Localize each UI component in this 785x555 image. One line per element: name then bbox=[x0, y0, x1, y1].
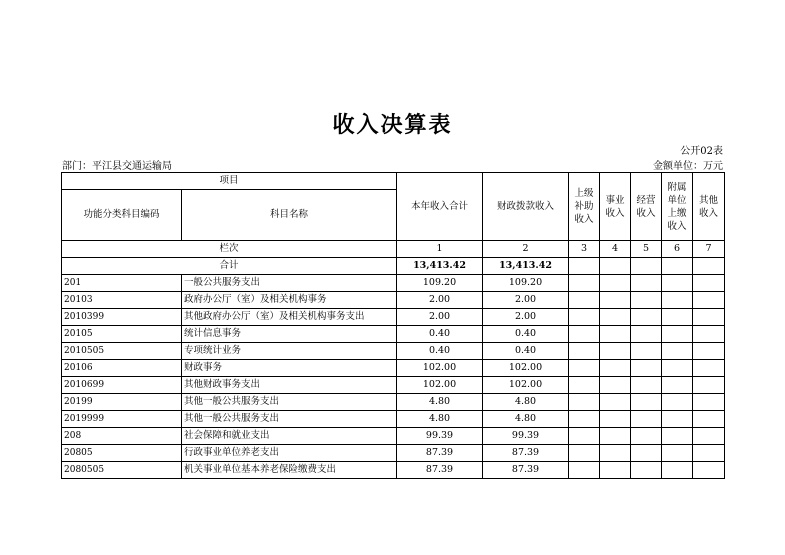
table-row bbox=[62, 462, 725, 479]
index-col: 7 bbox=[693, 241, 725, 258]
fiscal-cell: 2.00 bbox=[483, 309, 569, 326]
fiscal-cell: 109.20 bbox=[483, 275, 569, 292]
annual-income-cell: 99.39 bbox=[397, 428, 483, 445]
table-row bbox=[62, 411, 725, 428]
empty-cell bbox=[600, 326, 631, 343]
empty-cell bbox=[569, 360, 600, 377]
header-row-1 bbox=[62, 173, 725, 190]
header-affiliated: 附属单位上缴收入 bbox=[662, 173, 693, 241]
index-col: 4 bbox=[600, 241, 631, 258]
empty-cell bbox=[600, 377, 631, 394]
empty-cell bbox=[600, 360, 631, 377]
empty-cell bbox=[693, 343, 725, 360]
empty-cell bbox=[662, 343, 693, 360]
fiscal-cell: 99.39 bbox=[483, 428, 569, 445]
function-code-cell: 2080505 bbox=[62, 462, 182, 479]
empty-cell bbox=[662, 292, 693, 309]
empty-cell bbox=[693, 428, 725, 445]
empty-cell bbox=[693, 360, 725, 377]
empty-cell bbox=[569, 275, 600, 292]
unit-label: 金额单位：万元 bbox=[653, 161, 723, 172]
annual-income-cell: 2.00 bbox=[397, 309, 483, 326]
subject-name-cell: 其他政府办公厅（室）及相关机构事务支出 bbox=[182, 309, 397, 326]
empty-cell bbox=[631, 394, 662, 411]
function-code-cell: 2010399 bbox=[62, 309, 182, 326]
empty-cell bbox=[569, 428, 600, 445]
table-row bbox=[62, 343, 725, 360]
annual-income-cell: 102.00 bbox=[397, 360, 483, 377]
total-annual-income: 13,413.42 bbox=[397, 258, 483, 275]
empty-cell bbox=[631, 462, 662, 479]
function-code-cell: 20199 bbox=[62, 394, 182, 411]
index-label: 栏次 bbox=[62, 241, 397, 258]
empty-cell bbox=[693, 394, 725, 411]
empty-cell bbox=[631, 275, 662, 292]
subject-name-cell: 行政事业单位养老支出 bbox=[182, 445, 397, 462]
table-row bbox=[62, 428, 725, 445]
income-table bbox=[61, 172, 725, 479]
page-title: 收入决算表 bbox=[332, 112, 453, 138]
header-upper-subsidy: 上级补助收入 bbox=[569, 173, 600, 241]
index-row bbox=[62, 241, 725, 258]
annual-income-cell: 87.39 bbox=[397, 462, 483, 479]
empty-cell bbox=[569, 445, 600, 462]
empty-cell bbox=[662, 275, 693, 292]
empty-cell bbox=[631, 428, 662, 445]
empty-cell bbox=[662, 411, 693, 428]
empty-cell bbox=[693, 292, 725, 309]
subject-name-cell: 其他一般公共服务支出 bbox=[182, 411, 397, 428]
function-code-cell: 2010699 bbox=[62, 377, 182, 394]
table-row bbox=[62, 275, 725, 292]
empty-cell bbox=[600, 275, 631, 292]
empty-cell bbox=[662, 326, 693, 343]
table-row bbox=[62, 394, 725, 411]
header-subject-name: 科目名称 bbox=[182, 190, 397, 241]
subject-name-cell: 其他一般公共服务支出 bbox=[182, 394, 397, 411]
empty-cell bbox=[631, 360, 662, 377]
annual-income-cell: 4.80 bbox=[397, 411, 483, 428]
index-col: 2 bbox=[483, 241, 569, 258]
table-row bbox=[62, 445, 725, 462]
fiscal-cell: 87.39 bbox=[483, 462, 569, 479]
table-row bbox=[62, 326, 725, 343]
empty-cell bbox=[569, 343, 600, 360]
empty-cell bbox=[600, 462, 631, 479]
empty-cell bbox=[662, 394, 693, 411]
empty-cell bbox=[693, 445, 725, 462]
empty-cell bbox=[693, 275, 725, 292]
empty-cell bbox=[631, 326, 662, 343]
subject-name-cell: 一般公共服务支出 bbox=[182, 275, 397, 292]
empty-cell bbox=[569, 292, 600, 309]
index-col: 1 bbox=[397, 241, 483, 258]
annual-income-cell: 0.40 bbox=[397, 343, 483, 360]
empty-cell bbox=[662, 377, 693, 394]
subject-name-cell: 统计信息事务 bbox=[182, 326, 397, 343]
fiscal-cell: 4.80 bbox=[483, 394, 569, 411]
function-code-cell: 20103 bbox=[62, 292, 182, 309]
empty-cell bbox=[600, 411, 631, 428]
header-business: 事业收入 bbox=[600, 173, 631, 241]
empty-cell bbox=[693, 411, 725, 428]
header-operating: 经营收入 bbox=[631, 173, 662, 241]
empty-cell bbox=[569, 411, 600, 428]
empty-cell bbox=[600, 258, 631, 275]
empty-cell bbox=[693, 377, 725, 394]
empty-cell bbox=[631, 292, 662, 309]
total-label: 合计 bbox=[62, 258, 397, 275]
table-row bbox=[62, 309, 725, 326]
empty-cell bbox=[693, 326, 725, 343]
empty-cell bbox=[631, 343, 662, 360]
empty-cell bbox=[662, 258, 693, 275]
empty-cell bbox=[600, 394, 631, 411]
header-fiscal: 财政拨款收入 bbox=[483, 173, 569, 241]
function-code-cell: 208 bbox=[62, 428, 182, 445]
form-number: 公开02表 bbox=[680, 146, 723, 157]
function-code-cell: 2010505 bbox=[62, 343, 182, 360]
index-col: 5 bbox=[631, 241, 662, 258]
empty-cell bbox=[600, 309, 631, 326]
empty-cell bbox=[569, 377, 600, 394]
annual-income-cell: 0.40 bbox=[397, 326, 483, 343]
empty-cell bbox=[569, 309, 600, 326]
subject-name-cell: 社会保障和就业支出 bbox=[182, 428, 397, 445]
annual-income-cell: 102.00 bbox=[397, 377, 483, 394]
empty-cell bbox=[631, 377, 662, 394]
empty-cell bbox=[662, 428, 693, 445]
empty-cell bbox=[600, 428, 631, 445]
fiscal-cell: 102.00 bbox=[483, 360, 569, 377]
empty-cell bbox=[662, 445, 693, 462]
header-annual-income: 本年收入合计 bbox=[397, 173, 483, 241]
empty-cell bbox=[662, 360, 693, 377]
table-row bbox=[62, 360, 725, 377]
subject-name-cell: 政府办公厅（室）及相关机构事务 bbox=[182, 292, 397, 309]
empty-cell bbox=[631, 411, 662, 428]
index-col: 6 bbox=[662, 241, 693, 258]
table-row bbox=[62, 292, 725, 309]
empty-cell bbox=[600, 445, 631, 462]
total-fiscal: 13,413.42 bbox=[483, 258, 569, 275]
subject-name-cell: 财政事务 bbox=[182, 360, 397, 377]
header-other: 其他收入 bbox=[693, 173, 725, 241]
fiscal-cell: 102.00 bbox=[483, 377, 569, 394]
function-code-cell: 201 bbox=[62, 275, 182, 292]
empty-cell bbox=[693, 258, 725, 275]
subject-name-cell: 其他财政事务支出 bbox=[182, 377, 397, 394]
department-label: 部门：平江县交通运输局 bbox=[62, 161, 172, 172]
empty-cell bbox=[662, 309, 693, 326]
annual-income-cell: 109.20 bbox=[397, 275, 483, 292]
function-code-cell: 2019999 bbox=[62, 411, 182, 428]
function-code-cell: 20805 bbox=[62, 445, 182, 462]
subject-name-cell: 机关事业单位基本养老保险缴费支出 bbox=[182, 462, 397, 479]
annual-income-cell: 2.00 bbox=[397, 292, 483, 309]
total-row bbox=[62, 258, 725, 275]
fiscal-cell: 2.00 bbox=[483, 292, 569, 309]
empty-cell bbox=[693, 309, 725, 326]
fiscal-cell: 4.80 bbox=[483, 411, 569, 428]
header-func-code: 功能分类科目编码 bbox=[62, 190, 182, 241]
empty-cell bbox=[631, 309, 662, 326]
empty-cell bbox=[569, 258, 600, 275]
subject-name-cell: 专项统计业务 bbox=[182, 343, 397, 360]
fiscal-cell: 87.39 bbox=[483, 445, 569, 462]
empty-cell bbox=[662, 462, 693, 479]
empty-cell bbox=[600, 292, 631, 309]
empty-cell bbox=[569, 326, 600, 343]
header-item: 项目 bbox=[62, 173, 397, 190]
index-col: 3 bbox=[569, 241, 600, 258]
empty-cell bbox=[569, 462, 600, 479]
function-code-cell: 20106 bbox=[62, 360, 182, 377]
fiscal-cell: 0.40 bbox=[483, 343, 569, 360]
empty-cell bbox=[631, 258, 662, 275]
empty-cell bbox=[693, 462, 725, 479]
empty-cell bbox=[631, 445, 662, 462]
fiscal-cell: 0.40 bbox=[483, 326, 569, 343]
annual-income-cell: 87.39 bbox=[397, 445, 483, 462]
empty-cell bbox=[569, 394, 600, 411]
annual-income-cell: 4.80 bbox=[397, 394, 483, 411]
function-code-cell: 20105 bbox=[62, 326, 182, 343]
table-row bbox=[62, 377, 725, 394]
empty-cell bbox=[600, 343, 631, 360]
